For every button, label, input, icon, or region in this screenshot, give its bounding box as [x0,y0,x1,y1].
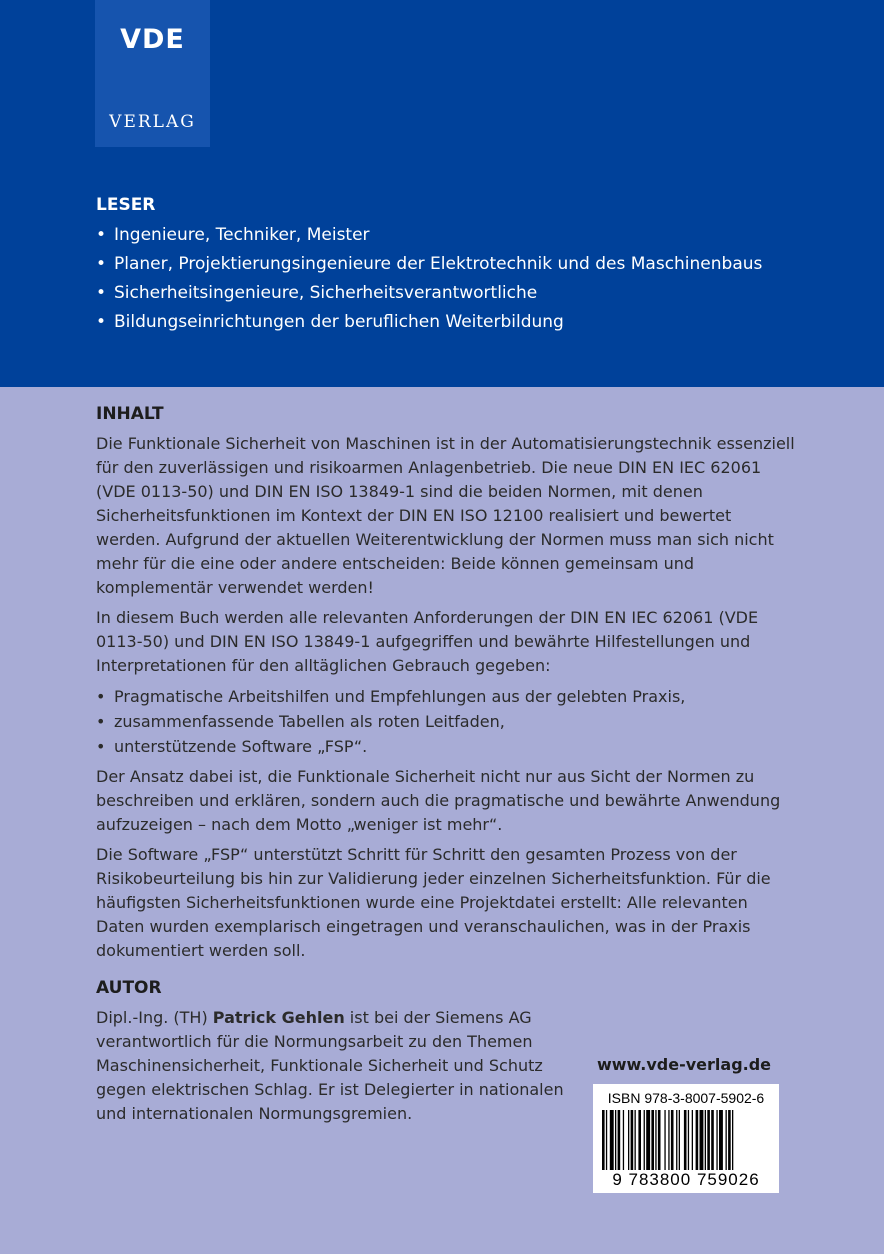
barcode-bar [711,1110,714,1170]
leser-list [96,222,762,338]
barcode-bar [646,1110,650,1170]
leser-item: • Bildungseinrichtungen der beruflichen Weiterbildung [96,309,762,338]
logo-sub: VERLAG [109,112,196,132]
barcode-bar [610,1110,614,1170]
barcode-bar [716,1110,717,1170]
leser-heading: LESER [96,195,156,215]
bullet-icon: • [96,225,107,245]
barcode-bar [644,1110,645,1170]
isbn-label: ISBN 978-3-8007-5902-6 [607,1090,765,1106]
barcode-bar [684,1110,687,1170]
barcode-bar [658,1110,661,1170]
barcode-bar [679,1110,680,1170]
inhalt-section [96,402,796,969]
autor-text: Dipl.-Ing. (TH) Patrick Gehlen ist bei der Siemens AG verantwortlich für die Normungsarbeit zu den Themen Maschinensicherheit, Funktionale Sicherheit und Schutz gegen elektrischen Schlag. Er ist Delegierter in nationalen und internationalen Normungsgremien. [96,1008,564,1123]
barcode-bar [671,1110,674,1170]
inhalt-paragraph-2: In diesem Buch werden alle relevanten Anforderungen der DIN EN IEC 62061 (VDE 0113-50) und DIN EN ISO 13849-1 aufgegriffen und bewährte Hilfestellungen und Interpretationen für den alltäglichen Gebrauch gegeben: [96,608,759,675]
barcode-bar [623,1110,624,1170]
barcode-bar [728,1110,731,1170]
bullet-icon: • [96,687,106,706]
autor-heading: AUTOR [96,978,162,998]
inhalt-bullet: • zusammenfassende Tabellen als roten Leitfaden, [96,709,796,734]
bullet-icon: • [96,283,107,303]
bullet-icon: • [96,737,106,756]
barcode-bar [732,1110,733,1170]
barcode-bar [692,1110,693,1170]
isbn-barcode-box [593,1084,779,1193]
barcode-bar [688,1110,689,1170]
leser-item: • Ingenieure, Techniker, Meister [96,222,762,251]
barcode-bar [726,1110,727,1170]
logo-brand: VDE [120,24,185,55]
barcode-bar [635,1110,636,1170]
bullet-icon: • [96,254,107,274]
inhalt-paragraph-1: Die Funktionale Sicherheit von Maschinen ist in der Automatisierungstechnik essenziell für den zuverlässigen und risikoarmen Anlagenbetrieb. Die neue DIN EN IEC 62061 (VDE 0113-50) und DIN EN ISO 13849-1 sind die beiden Normen, mit denen Sicherheitsfunktionen im Kontext der DIN EN ISO 12100 realisiert und bewertet werden. Aufgrund der aktuellen Weiterentwicklung der Normen muss man sich nicht mehr für die eine oder andere entscheiden: Beide können gemeinsam und komplementär verwendet werden! [96,434,795,597]
bullet-icon: • [96,312,107,332]
barcode-icon [602,1110,768,1170]
vde-verlag-logo [95,0,210,147]
barcode-bar [668,1110,669,1170]
leser-item: • Planer, Projektierungsingenieure der Elektrotechnik und des Maschinenbaus [96,251,762,280]
inhalt-bullet: • Pragmatische Arbeitshilfen und Empfehlungen aus der gelebten Praxis, [96,684,796,709]
ean-number: 9 783800 759026 [612,1170,760,1189]
barcode-bar [719,1110,723,1170]
top-blue-panel [0,0,884,387]
inhalt-bullets [96,684,796,759]
barcode-bar [606,1110,607,1170]
barcode-bar [707,1110,710,1170]
barcode-bar [655,1110,656,1170]
barcode-bar [628,1110,629,1170]
inhalt-heading: INHALT [96,404,164,424]
autor-section [96,976,576,1126]
barcode-bar [618,1110,621,1170]
barcode-bar [638,1110,641,1170]
barcode-bar [696,1110,699,1170]
author-name: Patrick Gehlen [212,1008,345,1027]
website-url: www.vde-verlag.de [596,1055,772,1074]
bullet-icon: • [96,712,106,731]
barcode-bar [700,1110,704,1170]
barcode-bar [676,1110,677,1170]
inhalt-paragraph-4: Die Software „FSP“ unterstützt Schritt für Schritt den gesamten Prozess von der Risikobeurteilung bis hin zur Validierung jeder einzelnen Sicherheitsfunktion. Für die häufigsten Sicherheitsfunktionen wurde eine Projektdatei erstellt: Alle relevanten Daten wurden exemplarisch eingetragen und veranschaulichen, was in der Praxis dokumentiert werden soll. [96,845,771,960]
barcode-bar [615,1110,616,1170]
barcode-bar [651,1110,654,1170]
barcode-bar [664,1110,665,1170]
leser-item: • Sicherheitsingenieure, Sicherheitsverantwortliche [96,280,762,309]
barcode-bar [705,1110,706,1170]
barcode-bar [602,1110,605,1170]
inhalt-bullet: • unterstützende Software „FSP“. [96,734,796,759]
barcode-bar [631,1110,634,1170]
inhalt-paragraph-3: Der Ansatz dabei ist, die Funktionale Sicherheit nicht nur aus Sicht der Normen zu beschreiben und erklären, sondern auch die pragmatische und bewährte Anwendung aufzuzeigen – nach dem Motto „weniger ist mehr“. [96,767,781,834]
